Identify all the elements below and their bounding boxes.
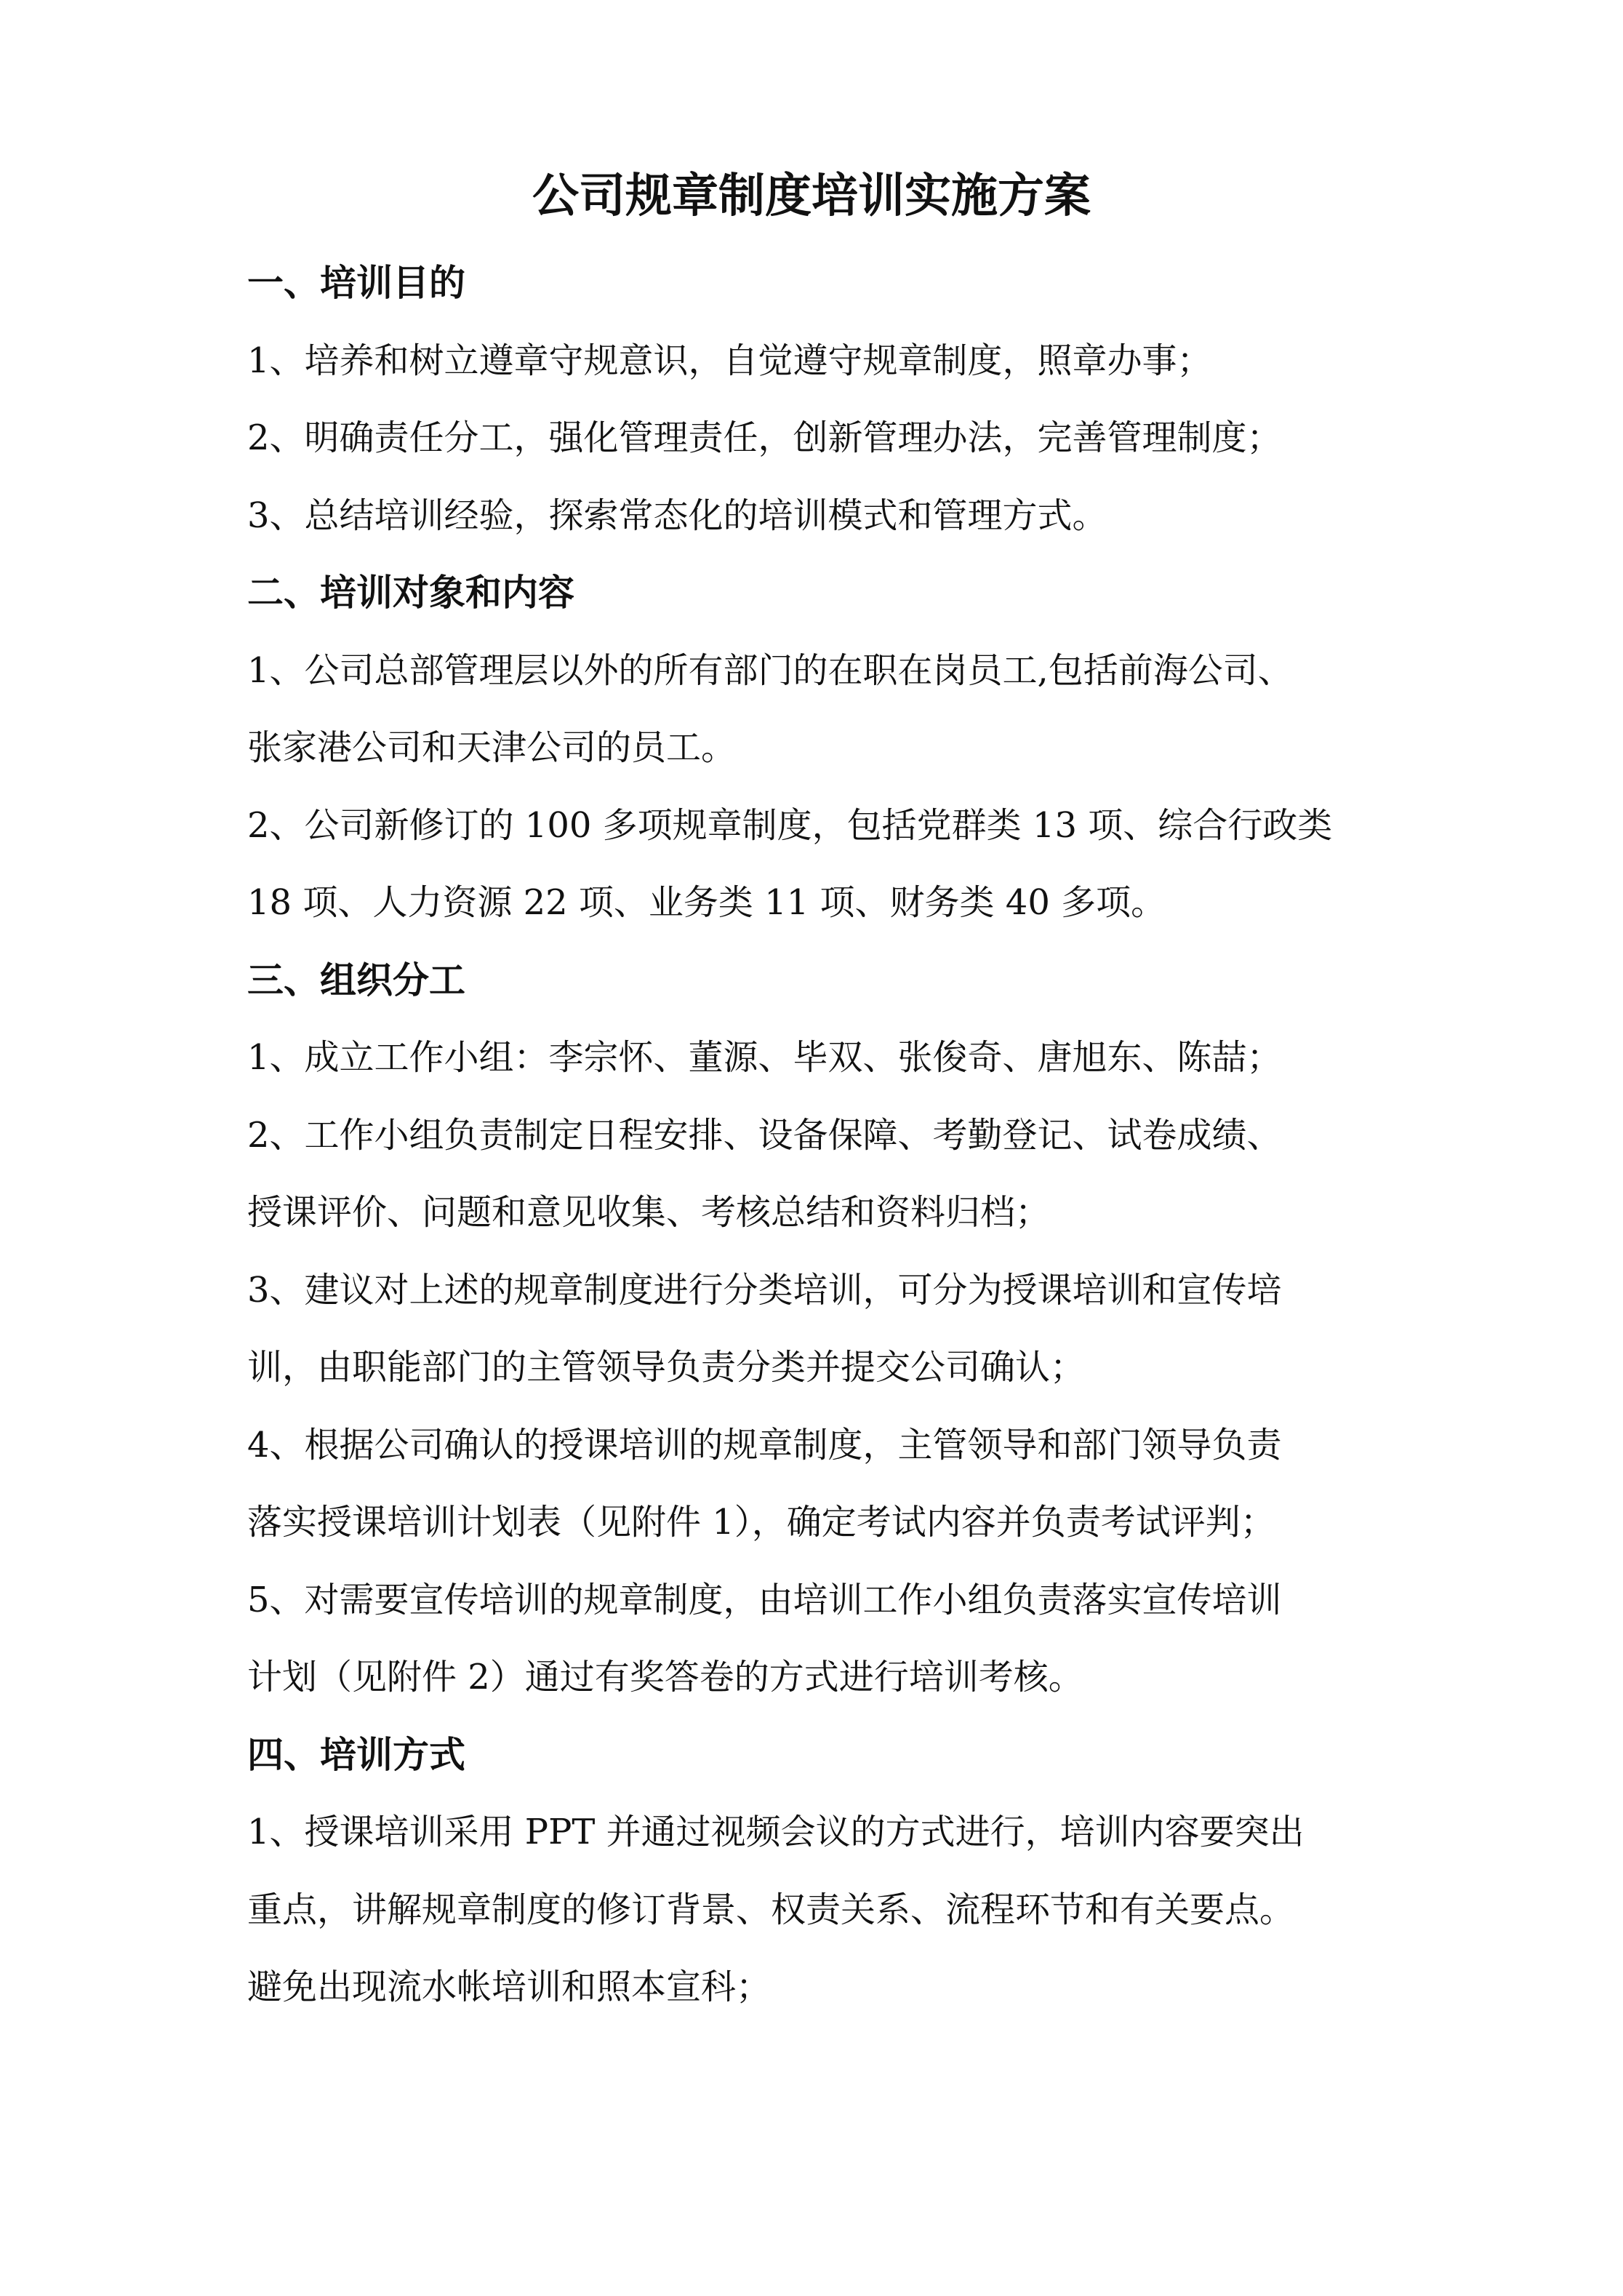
paragraph-line: 1、公司总部管理层以外的所有部门的在职在岗员工,包括前海公司、 xyxy=(247,650,1293,691)
paragraph-line: 5、对需要宣传培训的规章制度，由培训工作小组负责落实宣传培训 xyxy=(247,1580,1282,1620)
section-heading: 一、培训目的 xyxy=(247,261,465,304)
section-heading: 四、培训方式 xyxy=(247,1733,465,1776)
paragraph-line: 4、根据公司确认的授课培训的规章制度，主管领导和部门领导负责 xyxy=(247,1425,1282,1465)
paragraph-line: 1、成立工作小组：李宗怀、董源、毕双、张俊奇、唐旭东、陈喆； xyxy=(247,1037,1282,1078)
paragraph-line: 18 项、人力资源 22 项、业务类 11 项、财务类 40 多项。 xyxy=(247,882,1166,923)
section-heading: 三、组织分工 xyxy=(247,959,465,1001)
paragraph-line: 授课评价、问题和意见收集、考核总结和资料归档； xyxy=(247,1192,1051,1233)
paragraph-line: 重点，讲解规章制度的修订背景、权责关系、流程环节和有关要点。 xyxy=(247,1889,1295,1930)
document-title: 公司规章制度培训实施方案 xyxy=(532,169,1091,223)
paragraph-line: 2、工作小组负责制定日程安排、设备保障、考勤登记、试卷成绩、 xyxy=(247,1115,1282,1156)
paragraph-line: 1、授课培训采用 PPT 并通过视频会议的方式进行，培训内容要突出 xyxy=(247,1812,1305,1852)
paragraph-line: 训，由职能部门的主管领导负责分类并提交公司确认； xyxy=(247,1347,1086,1388)
paragraph-line: 避免出现流水帐培训和照本宣科； xyxy=(247,1967,772,2007)
paragraph-line: 3、建议对上述的规章制度进行分类培训，可分为授课培训和宣传培 xyxy=(247,1270,1282,1311)
paragraph-line: 3、总结培训经验，探索常态化的培训模式和管理方式。 xyxy=(247,495,1107,536)
paragraph-line: 计划（见附件 2）通过有奖答卷的方式进行培训考核。 xyxy=(247,1657,1083,1697)
section-heading: 二、培训对象和内容 xyxy=(247,571,574,614)
paragraph-line: 2、公司新修订的 100 多项规章制度，包括党群类 13 项、综合行政类 xyxy=(247,805,1333,846)
paragraph-line: 张家港公司和天津公司的员工。 xyxy=(247,727,737,768)
paragraph-line: 2、明确责任分工，强化管理责任，创新管理办法，完善管理制度； xyxy=(247,417,1282,458)
paragraph-line: 1、培养和树立遵章守规意识，自觉遵守规章制度，照章办事； xyxy=(247,340,1212,381)
paragraph-line: 落实授课培训计划表（见附件 1），确定考试内容并负责考试评判； xyxy=(247,1502,1275,1543)
